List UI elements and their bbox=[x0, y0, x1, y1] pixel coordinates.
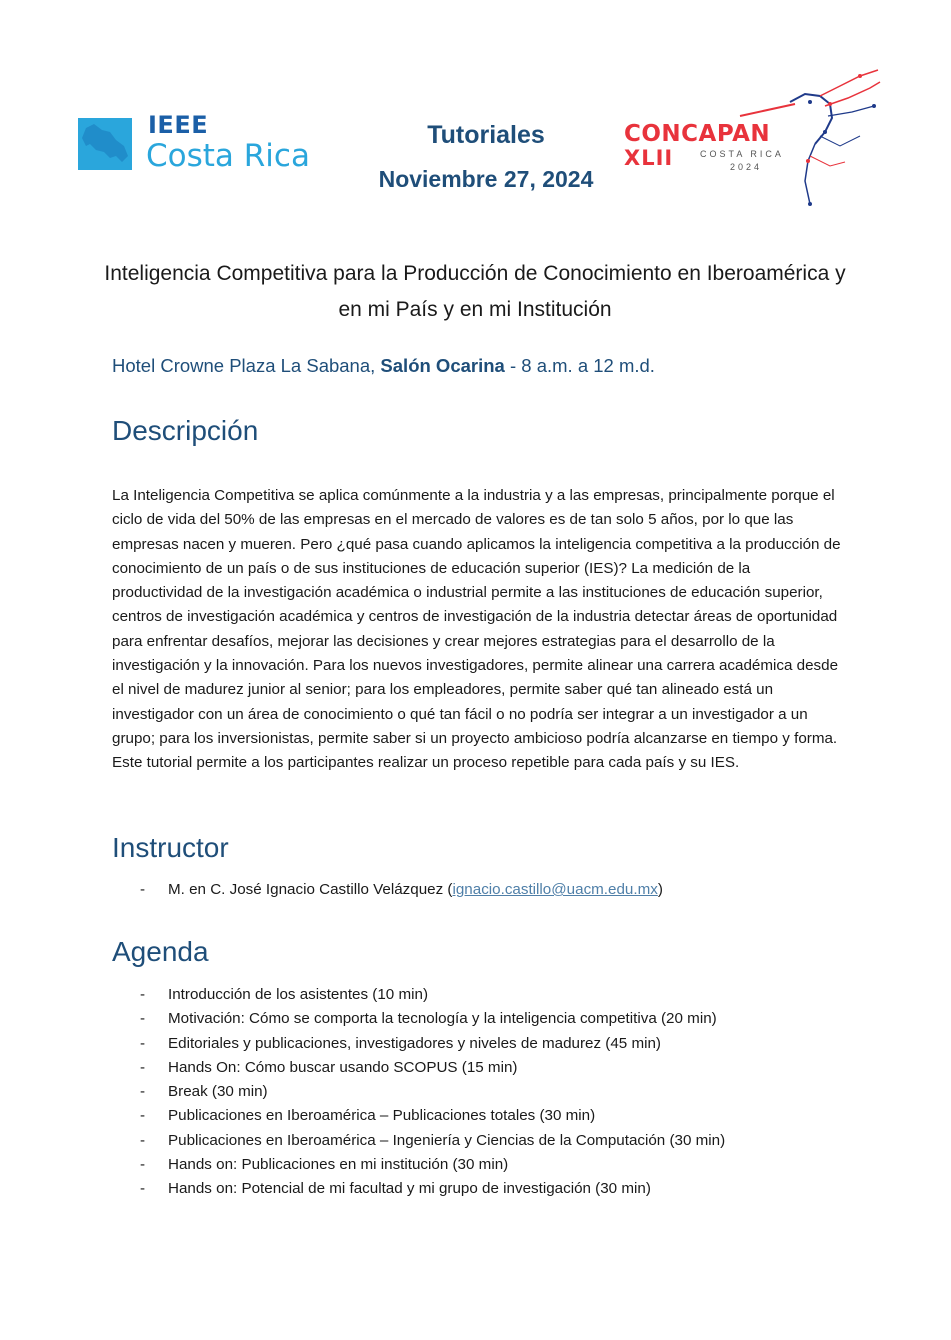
agenda-item: Introducción de los asistentes (10 min) bbox=[168, 986, 429, 1003]
bullet-dash: - bbox=[140, 1156, 146, 1174]
agenda-item: Hands on: Potencial de mi facultad y mi grupo de investigación (30 min) bbox=[168, 1180, 651, 1198]
agenda-item: Hands on: Publicaciones en mi institución (30 min) bbox=[168, 1156, 509, 1174]
document-title: Inteligencia Competitiva para la Producción de Conocimiento en Iberoamérica y en mi País y en mi Institución bbox=[104, 262, 846, 321]
instructor-close: ) bbox=[657, 881, 663, 898]
bullet-dash: - bbox=[140, 1083, 146, 1101]
bullet-dash: - bbox=[140, 1107, 146, 1125]
agenda-item: Break (30 min) bbox=[168, 1083, 268, 1101]
concapan-country: COSTA RICA bbox=[700, 149, 784, 159]
bullet-dash: - bbox=[140, 1010, 146, 1028]
venue-room: Salón Ocarina bbox=[380, 355, 505, 376]
instructor-heading: Instructor bbox=[112, 832, 229, 863]
costa-rica-map-icon bbox=[76, 116, 134, 172]
agenda-item: Motivación: Cómo se comporta la tecnología y la inteligencia competitiva (20 min) bbox=[168, 1010, 717, 1028]
concapan-wordmark: CONCAPAN bbox=[624, 121, 771, 147]
bullet-dash: - bbox=[140, 1131, 146, 1149]
venue-hotel: Hotel Crowne Plaza La Sabana, bbox=[112, 355, 381, 376]
instructor-name: M. en C. José Ignacio Castillo Velázquez ( bbox=[168, 881, 453, 898]
ieee-wordmark: IEEE bbox=[148, 111, 209, 139]
agenda-heading: Agenda bbox=[112, 936, 209, 967]
header-title: Tutoriales bbox=[427, 121, 545, 149]
description-body: La Inteligencia Competitiva se aplica comúnmente a la industria y a las empresas, principalmente porque el ciclo de vida del 50% de las empresas en el mercado de valores es de tan solo 5 años, por lo que las empresas nacen y mueren. Pero ¿qué pasa cuando aplicamos la inteligencia competitiva a la producción de conocimiento de un país o de sus instituciones de educación superior (IES)? La medición de la productividad de la investigación académica o industrial permite a las instituciones de educación superior, centros de investigación académica y centros de investigación de la industria detectar áreas de oportunidad para enfrentar desafíos, mejorar las decisiones y crear mejores estrategias para el desarrollo de la investigación y la innovación. Para los nuevos investigadores, permite alinear una carrera académica desde el nivel de madurez junior al senior; para los empleadores, permite saber qué tan alineado está un investigador con un área de conocimiento o qué tan fácil o no podría ser integrar a un investigador a un grupo; para los inversionistas, permite saber si un proyecto ambicioso podría alcanzarse en tiempo y forma. Este tutorial permite a los participantes realizar un proceso repetible para cada país y su IES. bbox=[112, 487, 841, 772]
header-date: Noviembre 27, 2024 bbox=[378, 166, 594, 192]
agenda-item: Editoriales y publicaciones, investigadores y niveles de madurez (45 min) bbox=[168, 1034, 661, 1052]
concapan-logo bbox=[620, 66, 882, 208]
agenda-item: Publicaciones en Iberoamérica – Ingeniería y Ciencias de la Computación (30 min) bbox=[168, 1131, 726, 1149]
bullet-dash: - bbox=[140, 881, 146, 898]
bullet-dash: - bbox=[140, 1058, 146, 1076]
description-heading: Descripción bbox=[112, 415, 259, 446]
instructor-email-link[interactable]: ignacio.castillo@uacm.edu.mx bbox=[452, 881, 658, 898]
venue-line bbox=[112, 355, 655, 377]
bullet-dash: - bbox=[140, 1180, 146, 1198]
venue-time: - 8 a.m. a 12 m.d. bbox=[504, 355, 655, 376]
agenda-item: Hands On: Cómo buscar usando SCOPUS (15 min) bbox=[168, 1058, 518, 1076]
concapan-year: 2024 bbox=[730, 162, 763, 172]
concapan-edition: XLII bbox=[624, 146, 674, 170]
ieee-costa-rica-logo bbox=[76, 112, 341, 176]
ieee-section-name: Costa Rica bbox=[146, 138, 310, 174]
bullet-dash: - bbox=[140, 1034, 146, 1052]
bullet-dash: - bbox=[140, 986, 146, 1003]
agenda-item: Publicaciones en Iberoamérica – Publicaciones totales (30 min) bbox=[168, 1107, 596, 1125]
